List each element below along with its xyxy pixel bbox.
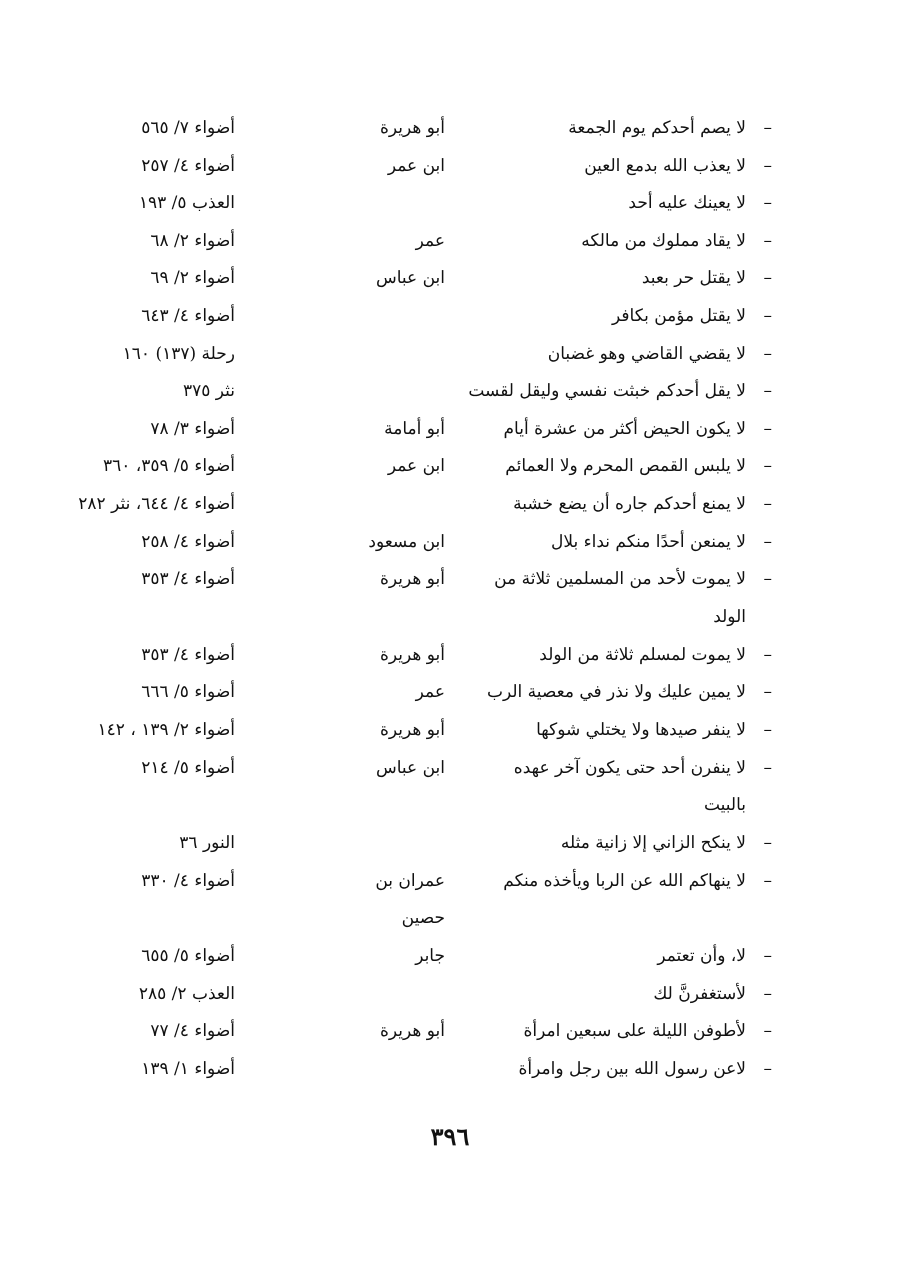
list-item bbox=[0, 826, 900, 864]
reference: أضواء ٤/ ٣٣٠ bbox=[141, 870, 235, 891]
hadith-text: لا ينفرن أحد حتى يكون آخر عهده bbox=[513, 757, 746, 778]
entry-dash: – bbox=[763, 531, 772, 552]
entry-dash: – bbox=[763, 833, 772, 854]
hadith-text: لا يموت لمسلم ثلاثة من الولد bbox=[539, 644, 746, 665]
narrator: جابر bbox=[415, 946, 445, 967]
entry-dash: – bbox=[763, 193, 772, 214]
hadith-text: لا يقل أحدكم خبثت نفسي وليقل لقست bbox=[468, 381, 746, 402]
hadith-text: لا يعذب الله بدمع العين bbox=[584, 155, 746, 176]
reference: أضواء ٥/ ٢١٤ bbox=[141, 757, 235, 778]
narrator: ابن عباس bbox=[375, 268, 445, 289]
hadith-index-list bbox=[0, 111, 900, 1090]
list-item-continuation bbox=[0, 788, 900, 826]
list-item bbox=[0, 149, 900, 187]
narrator: ابن عمر bbox=[387, 155, 445, 176]
list-item bbox=[0, 1052, 900, 1090]
hadith-text: لا يعينك عليه أحد bbox=[628, 193, 746, 214]
reference: أضواء ٤/ ٧٧ bbox=[150, 1021, 235, 1042]
entry-dash: – bbox=[763, 719, 772, 740]
reference: العذب ٥/ ١٩٣ bbox=[138, 193, 235, 214]
hadith-text: لا يكون الحيض أكثر من عشرة أيام bbox=[503, 418, 746, 439]
reference: أضواء ٤/ ٣٥٣ bbox=[141, 569, 235, 590]
reference: أضواء ٤/ ٣٥٣ bbox=[141, 644, 235, 665]
entry-dash: – bbox=[763, 1021, 772, 1042]
entry-dash: – bbox=[763, 757, 772, 778]
narrator: أبو هريرة bbox=[379, 719, 445, 740]
hadith-text: لأستغفرنَّ لك bbox=[653, 983, 746, 1004]
reference: أضواء ٤/ ٢٥٧ bbox=[141, 155, 235, 176]
list-item bbox=[0, 224, 900, 262]
list-item bbox=[0, 977, 900, 1015]
list-item bbox=[0, 562, 900, 600]
reference: أضواء ٢/ ٦٩ bbox=[150, 268, 235, 289]
entry-dash: – bbox=[763, 268, 772, 289]
narrator: أبو هريرة bbox=[379, 118, 445, 138]
hadith-text: لا يلبس القمص المحرم ولا العمائم bbox=[505, 456, 746, 477]
list-item bbox=[0, 186, 900, 224]
entry-dash: – bbox=[763, 569, 772, 590]
list-item bbox=[0, 337, 900, 375]
entry-dash: – bbox=[763, 644, 772, 665]
list-item-continuation bbox=[0, 600, 900, 638]
reference: أضواء ٥/ ٦٦٦ bbox=[141, 682, 235, 703]
reference: أضواء ٧/ ٥٦٥ bbox=[141, 118, 235, 138]
hadith-text: لأطوفن الليلة على سبعين امرأة bbox=[523, 1021, 746, 1042]
hadith-text: لا يصم أحدكم يوم الجمعة bbox=[568, 118, 746, 138]
list-item bbox=[0, 299, 900, 337]
hadith-text: لا يقاد مملوك من مالكه bbox=[581, 230, 746, 251]
reference: أضواء ٥/ ٦٥٥ bbox=[141, 946, 235, 967]
reference: أضواء ٢/ ١٣٩ ، ١٤٢ bbox=[97, 719, 235, 740]
list-item bbox=[0, 374, 900, 412]
entry-dash: – bbox=[763, 343, 772, 364]
reference: رحلة (١٣٧) ١٦٠ bbox=[122, 343, 235, 364]
narrator: عمران بن bbox=[375, 870, 445, 891]
entry-dash: – bbox=[763, 456, 772, 477]
reference: نثر ٣٧٥ bbox=[182, 381, 235, 402]
entry-dash: – bbox=[763, 305, 772, 326]
entry-dash: – bbox=[763, 493, 772, 514]
list-item bbox=[0, 1014, 900, 1052]
entry-dash: – bbox=[763, 682, 772, 703]
reference: العذب ٢/ ٢٨٥ bbox=[138, 983, 235, 1004]
reference: النور ٣٦ bbox=[179, 833, 235, 854]
hadith-text: لا يقتل حر بعبد bbox=[641, 268, 746, 289]
hadith-text: لا يمين عليك ولا نذر في معصية الرب bbox=[486, 682, 746, 703]
narrator: أبو أمامة bbox=[384, 418, 445, 439]
narrator: ابن عباس bbox=[375, 757, 445, 778]
list-item bbox=[0, 261, 900, 299]
narrator-continuation: حصين bbox=[401, 908, 445, 929]
narrator: أبو هريرة bbox=[379, 644, 445, 665]
reference: أضواء ٢/ ٦٨ bbox=[150, 230, 235, 251]
entry-dash: – bbox=[763, 946, 772, 967]
reference: أضواء ٣/ ٧٨ bbox=[150, 418, 235, 439]
entry-dash: – bbox=[763, 983, 772, 1004]
entry-dash: – bbox=[763, 155, 772, 176]
hadith-text: لا يقتل مؤمن بكافر bbox=[612, 305, 746, 326]
list-item bbox=[0, 412, 900, 450]
entry-dash: – bbox=[763, 230, 772, 251]
narrator: أبو هريرة bbox=[379, 1021, 445, 1042]
narrator: ابن مسعود bbox=[368, 531, 445, 552]
reference: أضواء ٤/ ٢٥٨ bbox=[141, 531, 235, 552]
reference: أضواء ١/ ١٣٩ bbox=[141, 1059, 235, 1080]
hadith-text: لا ينفر صيدها ولا يختلي شوكها bbox=[536, 719, 746, 740]
list-item bbox=[0, 751, 900, 789]
hadith-text: لا ينهاكم الله عن الربا ويأخذه منكم bbox=[503, 870, 746, 891]
hadith-text: لا يقضي القاضي وهو غضبان bbox=[547, 343, 746, 364]
hadith-text-continuation: الولد bbox=[713, 606, 746, 627]
reference: أضواء ٥/ ٣٥٩، ٣٦٠ bbox=[102, 456, 235, 477]
reference: أضواء ٤/ ٦٤٤، نثر ٢٨٢ bbox=[78, 493, 235, 514]
entry-dash: – bbox=[763, 418, 772, 439]
page-number: ٣٩٦ bbox=[430, 1122, 470, 1151]
list-item bbox=[0, 638, 900, 676]
list-item-continuation bbox=[0, 901, 900, 939]
hadith-text: لاعن رسول الله بين رجل وامرأة bbox=[518, 1059, 746, 1080]
hadith-text: لا يمنع أحدكم جاره أن يضع خشبة bbox=[513, 493, 746, 514]
hadith-text: لا ينكح الزاني إلا زانية مثله bbox=[560, 833, 746, 854]
narrator: ابن عمر bbox=[387, 456, 445, 477]
narrator: عمر bbox=[415, 230, 445, 251]
list-item bbox=[0, 111, 900, 149]
list-item bbox=[0, 525, 900, 563]
list-item bbox=[0, 449, 900, 487]
narrator: أبو هريرة bbox=[379, 569, 445, 590]
hadith-text: لا، وأن تعتمر bbox=[657, 946, 746, 967]
entry-dash: – bbox=[763, 870, 772, 891]
list-item bbox=[0, 864, 900, 902]
entry-dash: – bbox=[763, 381, 772, 402]
hadith-text: لا يمنعن أحدًا منكم نداء بلال bbox=[551, 531, 746, 552]
entry-dash: – bbox=[763, 1059, 772, 1080]
list-item bbox=[0, 675, 900, 713]
list-item bbox=[0, 487, 900, 525]
list-item bbox=[0, 939, 900, 977]
hadith-text-continuation: بالبيت bbox=[703, 795, 746, 816]
hadith-text: لا يموت لأحد من المسلمين ثلاثة من bbox=[494, 569, 746, 590]
narrator: عمر bbox=[415, 682, 445, 703]
entry-dash: – bbox=[763, 118, 772, 138]
reference: أضواء ٤/ ٦٤٣ bbox=[141, 305, 235, 326]
list-item bbox=[0, 713, 900, 751]
